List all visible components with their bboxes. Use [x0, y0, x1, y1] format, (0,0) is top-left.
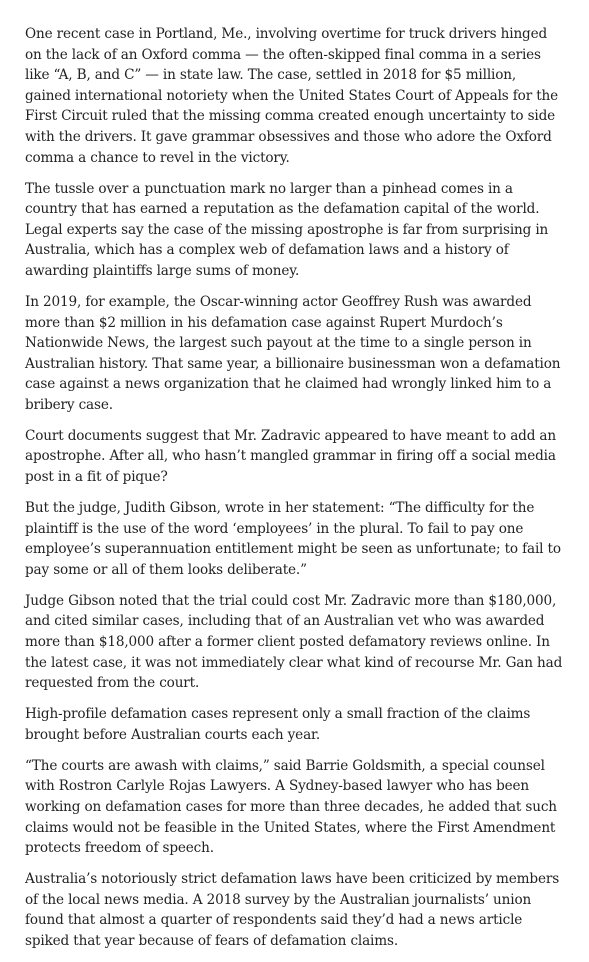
paragraph-oxford-comma: One recent case in Portland, Me., involving overtime for truck drivers hinged on the lack of an Oxford comma — the often-skipped final comma in a series like “A, B, and C” — in state law. The case, settled in 2018 for $5 million, gained international notoriety when the United States Court of Appeals for the First Circuit ruled that the missing comma created enough uncertainty to side with the drivers. It gave grammar obsessives and those who adore the Oxford comma a chance to revel in the victory. [25, 26, 559, 166]
paragraph-defamation-laws: Australia’s notoriously strict defamation laws have been criticized by members of the local news media. A 2018 survey by the Australian journalists’ union found that almost a quarter of respondents said they’d had a news article spiked that year because of fears of defamation claims. [25, 871, 560, 949]
paragraph-high-profile-cases: High-profile defamation cases represent only a small fraction of the claims brought before Australian courts each year. [25, 706, 531, 743]
paragraph-judge-statement: But the judge, Judith Gibson, wrote in her statement: “The difficulty for the plaintiff is the use of the word ‘employees’ in the plural. To fail to pay one employee’s superannuation entitlement might be seen as unfortunate; to fail to pay some or all of them looks deliberate.” [25, 500, 561, 578]
paragraph-geoffrey-rush: In 2019, for example, the Oscar-winning actor Geoffrey Rush was awarded more than $2 million in his defamation case against Rupert Murdoch’s Nationwide News, the largest such payout at the time to a single person in Australian history. That same year, a billionaire businessman won a defamation case against a news organization that he claimed had wrongly linked him to a bribery case. [25, 293, 561, 413]
paragraph-trial-cost: Judge Gibson noted that the trial could cost Mr. Zadravic more than $180,000, and cited similar cases, including that of an Australian vet who was awarded more than $18,000 after a former client posted defamatory reviews online. In the latest case, it was not immediately clear what kind of recourse Mr. Gan had requested from the court. [25, 592, 563, 692]
paragraph-punctuation-tussle: The tussle over a punctuation mark no larger than a pinhead comes in a country that has earned a reputation as the defamation capital of the world. Legal experts say the case of the missing apostrophe is far from surprising in Australia, which has a complex web of defamation laws and a history of awarding plaintiffs large sums of money. [25, 180, 549, 279]
paragraph-goldsmith-quote: “The courts are awash with claims,” said Barrie Goldsmith, a special counsel with Rostron Carlyle Rojas Lawyers. A Sydney-based lawyer who has been working on defamation cases for more than three decades, he added that such claims would not be feasible in the United States, where the First Amendment protects freedom of speech. [25, 757, 557, 857]
paragraph-court-documents: Court documents suggest that Mr. Zadravic appeared to have meant to add an apostrophe. After all, who hasn’t mangled grammar in firing off a social media post in a fit of pique? [25, 427, 556, 486]
article-body [25, 24, 565, 962]
